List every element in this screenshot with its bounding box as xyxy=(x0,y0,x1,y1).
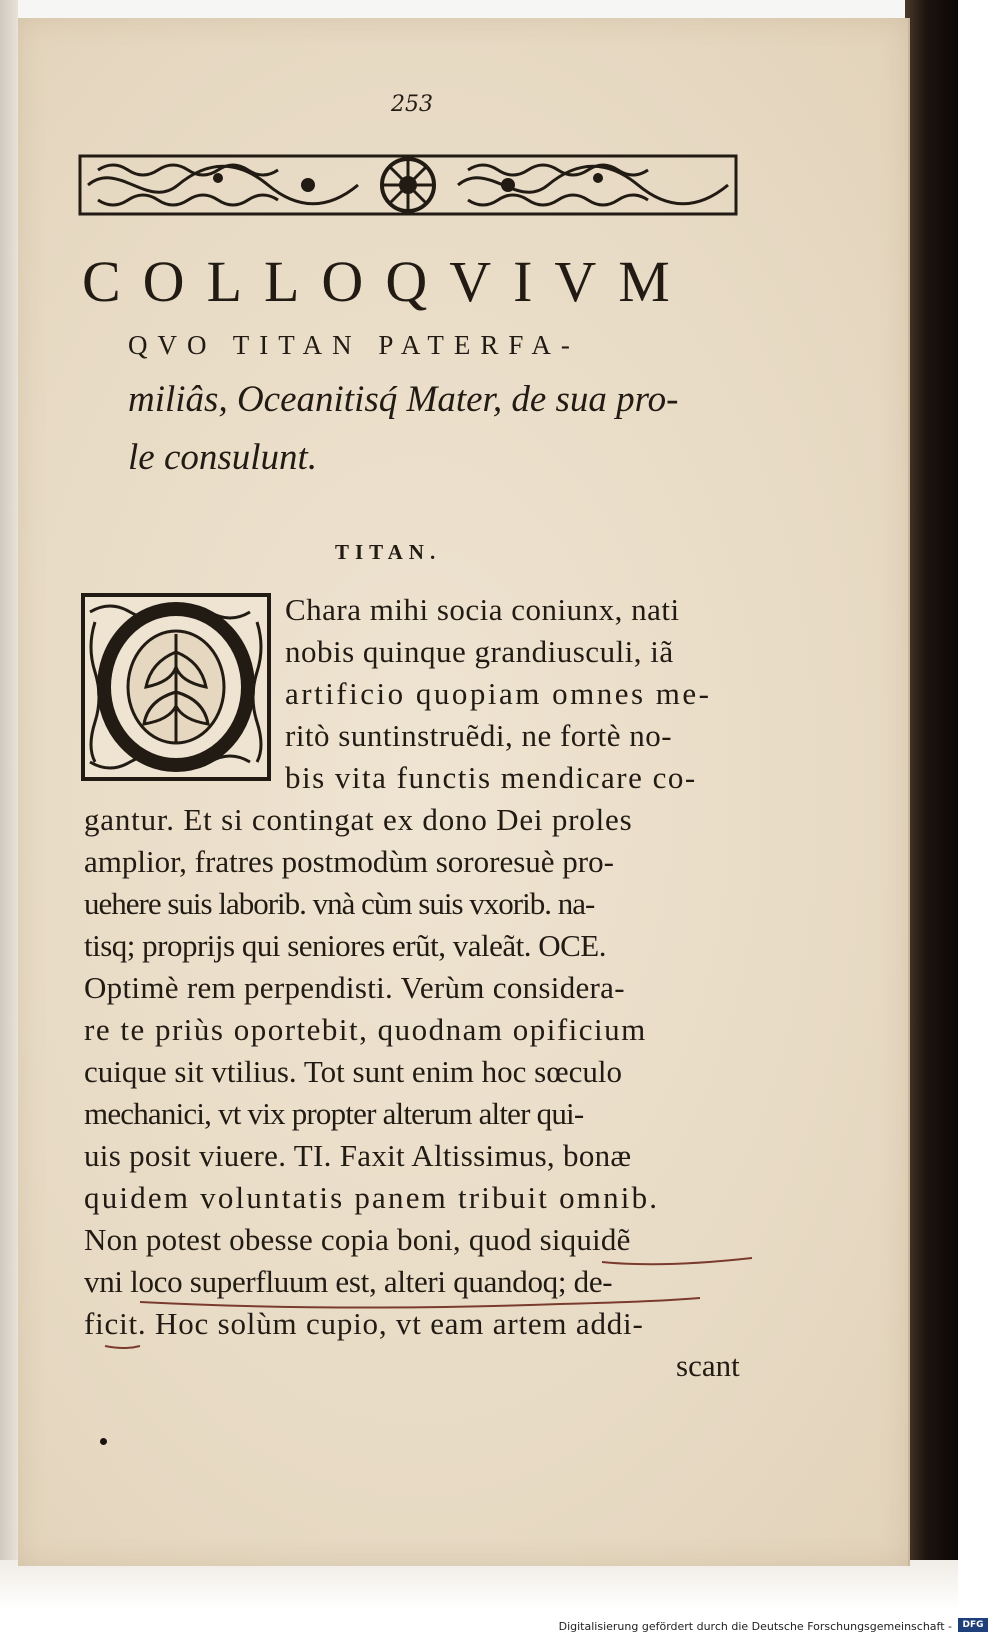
body-text-line: Chara mihi socia coniunx, nati xyxy=(285,592,680,627)
dfg-logo: DFG xyxy=(958,1618,988,1632)
scan-bottom-margin xyxy=(0,1560,958,1610)
body-text-line: artificio quopiam omnes me- xyxy=(285,676,712,711)
page-title: COLLOQVIVM xyxy=(82,249,692,314)
body-text-line: tisq; proprijs qui seniores erũt, valeãt. OCE. xyxy=(84,928,606,963)
ornamental-border-icon xyxy=(78,150,738,220)
footer-credit: Digitalisierung gefördert durch die Deutsche Forschungsgemeinschaft - xyxy=(558,1620,952,1633)
body-text-line: re te priùs oportebit, quodnam opificium xyxy=(84,1012,647,1047)
catchword: scant xyxy=(676,1348,740,1383)
body-text-line: amplior, fratres postmodùm sororesuè pro- xyxy=(84,844,614,879)
body-text-line: mechanici, vt vix propter alterum alter qui- xyxy=(84,1096,584,1131)
body-text-line: quidem voluntatis panem tribuit omnib. xyxy=(84,1180,660,1215)
body-text-line: uis posit viuere. TI. Faxit Altissimus, bonæ xyxy=(84,1138,632,1173)
page-number: 253 xyxy=(391,92,433,117)
subtitle-italic-line: le consulunt. xyxy=(128,437,318,478)
subtitle: QVO TITAN PATERFA- xyxy=(128,330,580,360)
body-text-line: Optimè rem perpendisti. Verùm considera- xyxy=(84,970,625,1005)
body-text-line: ficit. Hoc solùm cupio, vt eam artem addi- xyxy=(84,1306,644,1341)
book-edge xyxy=(905,0,958,1610)
body-text-line: ritò suntinstruẽdi, ne fortè no- xyxy=(285,718,673,753)
body-text-line: Non potest obesse copia boni, quod siquidẽ xyxy=(84,1222,631,1257)
body-text-line: vni loco superfluum est, alteri quandoq; de- xyxy=(84,1264,613,1299)
book-gutter xyxy=(0,0,18,1610)
subtitle-italic-line: miliâs, Oceanitisq́ Mater, de sua pro- xyxy=(128,379,679,420)
body-text-line: nobis quinque grandiusculi, iã xyxy=(285,634,674,669)
body-text-line: bis vita functis mendicare co- xyxy=(285,760,697,795)
body-text-line: cuique sit vtilius. Tot sunt enim hoc sœculo xyxy=(84,1054,623,1089)
footer xyxy=(0,1612,1000,1637)
speaker-heading: TITAN. xyxy=(335,540,442,564)
ink-dot xyxy=(100,1438,107,1445)
body-text-line: uehere suis laborib. vnà cùm suis vxorib. na- xyxy=(84,886,595,921)
body-text-line: gantur. Et si contingat ex dono Dei proles xyxy=(84,802,633,837)
decorated-initial-o-icon xyxy=(80,592,272,782)
